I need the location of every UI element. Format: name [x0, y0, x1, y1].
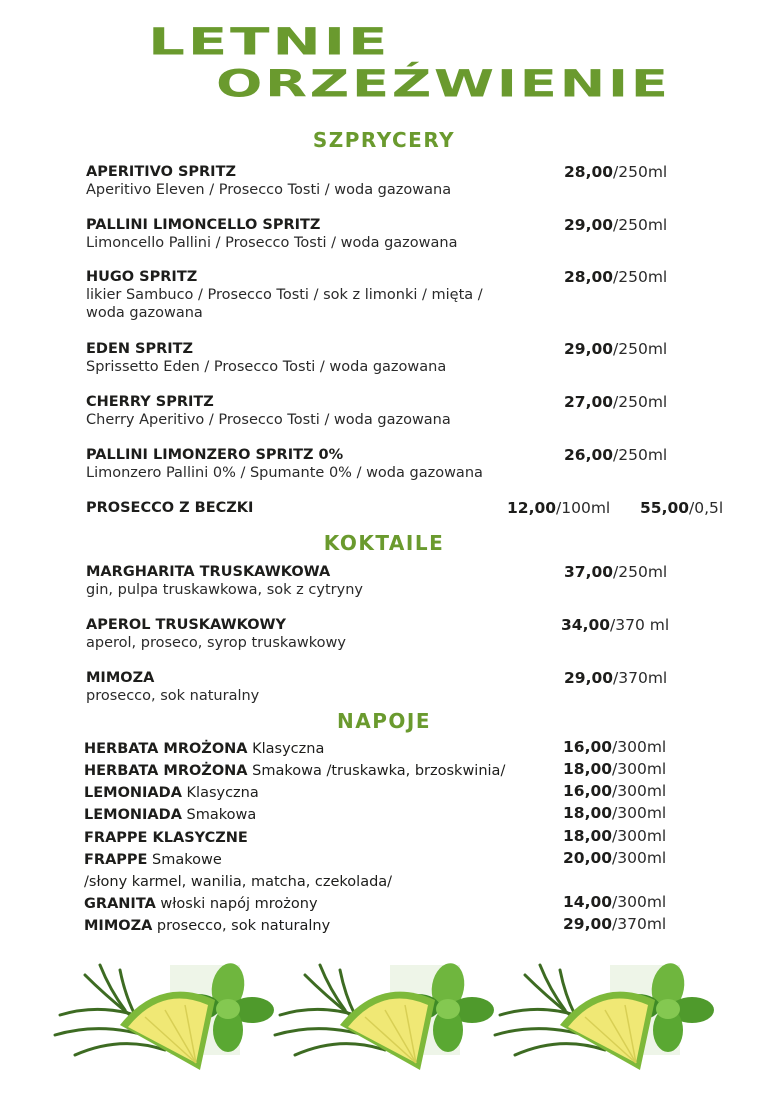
item-price: 20,00/300ml: [563, 849, 667, 867]
item-name: PROSECCO Z BECZKI: [86, 500, 254, 516]
item-desc: Limonzero Pallini 0% / Spumante 0% / woda gazowana: [86, 465, 483, 481]
item-desc: aperol, proseco, syrop truskawkowy: [86, 635, 346, 651]
menu-row: FRAPPE Smakowe: [84, 852, 222, 868]
menu-row: HERBATA MROŻONA Smakowa /truskawka, brzoskwinia/: [84, 763, 506, 779]
item-name: PALLINI LIMONZERO SPRITZ 0%: [86, 447, 344, 463]
item-name: MARGHARITA TRUSKAWKOWA: [86, 564, 331, 580]
item-price: 34,00/370 ml: [561, 616, 670, 634]
item-desc-2: woda gazowana: [86, 305, 203, 321]
item-price: 16,00/300ml: [563, 738, 667, 756]
item-name: EDEN SPRITZ: [86, 341, 194, 357]
item-desc: gin, pulpa truskawkowa, sok z cytryny: [86, 582, 363, 598]
section-title-napoje: NAPOJE: [337, 709, 431, 733]
item-name: CHERRY SPRITZ: [86, 394, 214, 410]
lime-wedge-icon: [120, 992, 215, 1070]
item-price: 27,00/250ml: [564, 393, 668, 411]
menu-row: LEMONIADA Smakowa: [84, 807, 257, 823]
item-price: 29,00/370ml: [564, 669, 668, 687]
item-name: HUGO SPRITZ: [86, 269, 198, 285]
item-price: 29,00/250ml: [564, 340, 668, 358]
item-price: 14,00/300ml: [563, 893, 667, 911]
section-title-szprycery: SZPRYCERY: [312, 128, 456, 152]
lime-rosemary-mint-icon: [270, 955, 500, 1075]
menu-row: FRAPPE KLASYCZNE: [84, 830, 248, 846]
title-line-2: ORZEŹWIENIE: [216, 62, 671, 106]
item-price-carafe: 55,00/0,5l: [640, 499, 724, 517]
lime-wedge-icon: [340, 992, 435, 1070]
item-price: 18,00/300ml: [563, 827, 667, 845]
item-price: 37,00/250ml: [564, 563, 668, 581]
item-desc: prosecco, sok naturalny: [86, 688, 260, 704]
item-price: 18,00/300ml: [563, 804, 667, 822]
item-name: PALLINI LIMONCELLO SPRITZ: [86, 217, 321, 233]
item-price: 29,00/250ml: [564, 216, 668, 234]
section-title-koktaile: KOKTAILE: [323, 531, 445, 555]
item-price: 28,00/250ml: [564, 163, 668, 181]
item-price-glass: 12,00/100ml: [507, 499, 611, 517]
item-desc: Limoncello Pallini / Prosecco Tosti / woda gazowana: [86, 235, 458, 251]
item-price: 29,00/370ml: [563, 915, 667, 933]
item-desc: Cherry Aperitivo / Prosecco Tosti / woda gazowana: [86, 412, 451, 428]
menu-row-flavours: /słony karmel, wanilia, matcha, czekolada/: [84, 874, 393, 890]
title-line-1: LETNIE: [148, 20, 391, 64]
menu-row: GRANITA włoski napój mrożony: [84, 896, 318, 912]
lime-rosemary-mint-icon: [490, 955, 720, 1075]
item-name: APERITIVO SPRITZ: [86, 164, 236, 180]
item-desc: likier Sambuco / Prosecco Tosti / sok z limonki / mięta /: [86, 287, 483, 303]
lime-wedge-icon: [560, 992, 655, 1070]
item-price: 28,00/250ml: [564, 268, 668, 286]
item-name: APEROL TRUSKAWKOWY: [86, 617, 287, 633]
item-desc: Sprissetto Eden / Prosecco Tosti / woda gazowana: [86, 359, 447, 375]
item-price: 26,00/250ml: [564, 446, 668, 464]
lime-rosemary-mint-icon: [50, 955, 280, 1075]
menu-row: HERBATA MROŻONA Klasyczna: [84, 741, 325, 757]
item-desc: Aperitivo Eleven / Prosecco Tosti / woda gazowana: [86, 182, 452, 198]
item-price: 18,00/300ml: [563, 760, 667, 778]
item-price: 16,00/300ml: [563, 782, 667, 800]
menu-row: LEMONIADA Klasyczna: [84, 785, 259, 801]
item-name: MIMOZA: [86, 670, 155, 686]
menu-row: MIMOZA prosecco, sok naturalny: [84, 918, 331, 934]
